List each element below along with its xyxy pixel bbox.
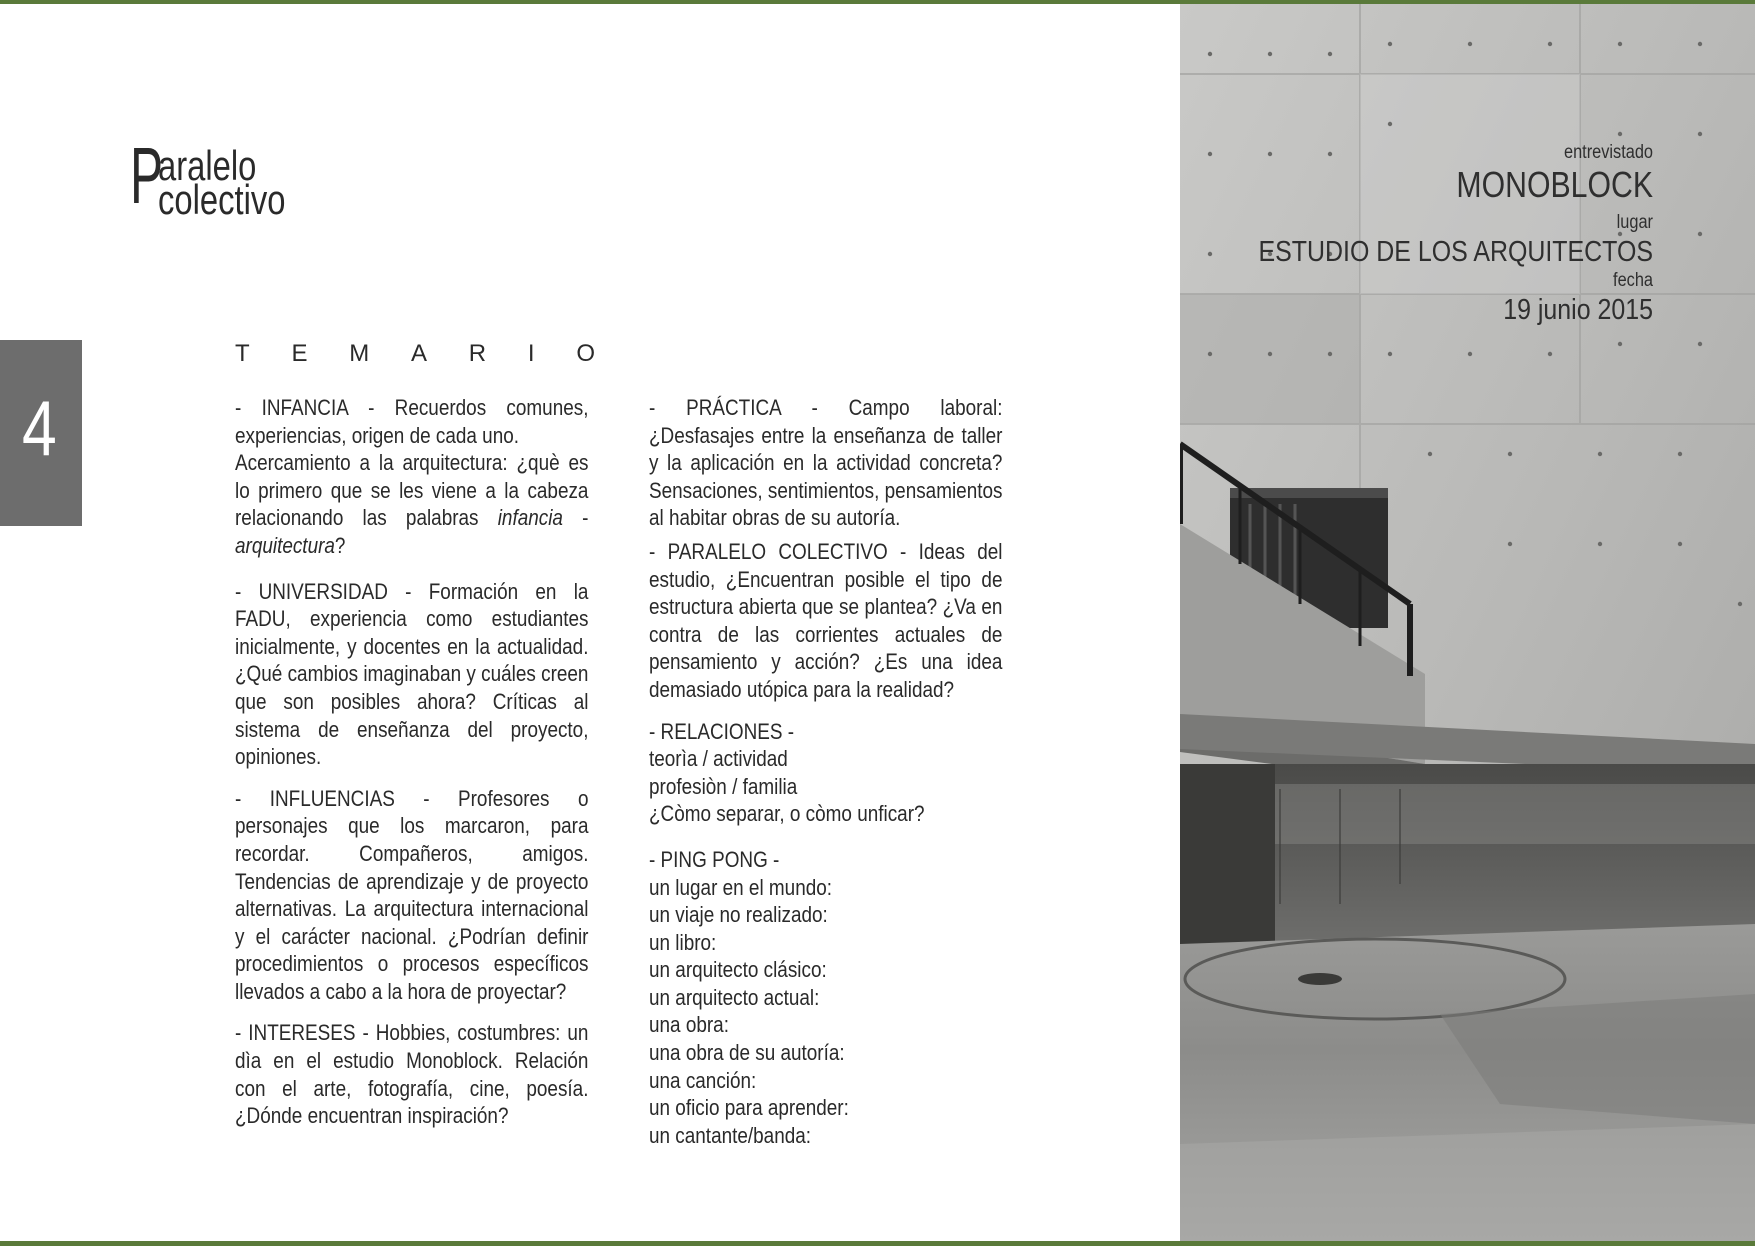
heading-letter: A [410, 340, 427, 367]
interviewed-label: entrevistado [1563, 142, 1653, 163]
topic-intereses: - INTERESES - Hobbies, costumbres: un dìa en el estudio Monoblock. Relación con el arte, fotografía, cine, poesía. ¿Dónde encuentran inspiración? [235, 1020, 589, 1129]
heading-letter: I [527, 340, 535, 367]
page-number-tab [0, 340, 82, 526]
topics-column-left [235, 394, 589, 1130]
temario-heading [235, 340, 595, 368]
logo-line-1: aralelo [158, 142, 257, 189]
heading-letter: E [291, 340, 308, 367]
ping-pong-item: una obra: [649, 1012, 729, 1038]
interview-date: 19 junio 2015 [1503, 294, 1653, 326]
topics-column-right [649, 394, 1003, 1149]
relaciones-item: ¿Còmo separar, o còmo unficar? [649, 801, 925, 827]
ping-pong-item: un lugar en el mundo: [649, 874, 833, 900]
page-number: 4 [22, 384, 57, 472]
ping-pong-item: un cantante/banda: [649, 1122, 812, 1148]
topic-relaciones-title: - RELACIONES - [649, 718, 795, 744]
ping-pong-item: un libro: [649, 929, 717, 955]
interview-meta [1133, 142, 1653, 328]
bottom-border [0, 1241, 1755, 1246]
logo-initial: P [130, 131, 164, 220]
ping-pong-item: una canción: [649, 1067, 757, 1093]
interviewed-name: MONOBLOCK [1456, 164, 1653, 205]
logo-line-2: colectivo [158, 176, 286, 223]
date-label: fecha [1613, 270, 1653, 291]
place-label: lugar [1616, 212, 1653, 233]
relaciones-item: profesiòn / familia [649, 773, 798, 799]
ping-pong-item: un arquitecto actual: [649, 984, 820, 1010]
ping-pong-item: un oficio para aprender: [649, 1095, 849, 1121]
paralelo-colectivo-logo [130, 131, 330, 223]
heading-letter: R [468, 340, 487, 367]
topic-paralelo-colectivo: - PARALELO COLECTIVO - Ideas del estudio, ¿Encuentran posible el tipo de estructura abierta que se plantea? ¿Va en contra de las corrientes actuales de pensamiento y acción? ¿Es una idea demasiado utópica para la realidad? [649, 538, 1003, 702]
ping-pong-item: una obra de su autoría: [649, 1040, 845, 1066]
heading-letter: O [576, 340, 595, 367]
ping-pong-item: un viaje no realizado: [649, 902, 828, 928]
heading-letter: T [235, 340, 250, 367]
topic-practica: - PRÁCTICA - Campo laboral: ¿Desfasajes entre la enseñanza de taller y la aplicación en la actividad concreta? Sensaciones, sentimientos, pensamientos al habitar obras de su autoría. [649, 395, 1003, 531]
place-name: ESTUDIO DE LOS ARQUITECTOS [1258, 236, 1653, 268]
heading-letter: M [349, 340, 370, 367]
relaciones-item: teorìa / actividad [649, 746, 788, 772]
topic-infancia-question: Acercamiento a la arquitectura: ¿què es lo primero que se les viene a la cabeza relacionando las palabras infancia - arquitectura? [235, 450, 589, 558]
topic-infancia: - INFANCIA - Recuerdos comunes, experiencias, origen de cada uno. [235, 395, 589, 448]
topic-influencias: - INFLUENCIAS - Profesores o personajes que los marcaron, para recordar. Compañeros, amigos. Tendencias de aprendizaje y de proyecto alternativas. La arquitectura internacional y el carácter nacional. ¿Podrían definir procedimientos o procesos específicos llevados a cabo a la hora de proyectar? [235, 785, 589, 1004]
ping-pong-item: un arquitecto clásico: [649, 957, 827, 983]
topic-universidad: - UNIVERSIDAD - Formación en la FADU, experiencia como estudiantes inicialmente, y docentes en la actualidad. ¿Qué cambios imaginaban y cuáles creen que son posibles ahora? Críticas al sistema de enseñanza del proyecto, opiniones. [235, 578, 589, 770]
topic-ping-pong-title: - PING PONG - [649, 846, 780, 872]
